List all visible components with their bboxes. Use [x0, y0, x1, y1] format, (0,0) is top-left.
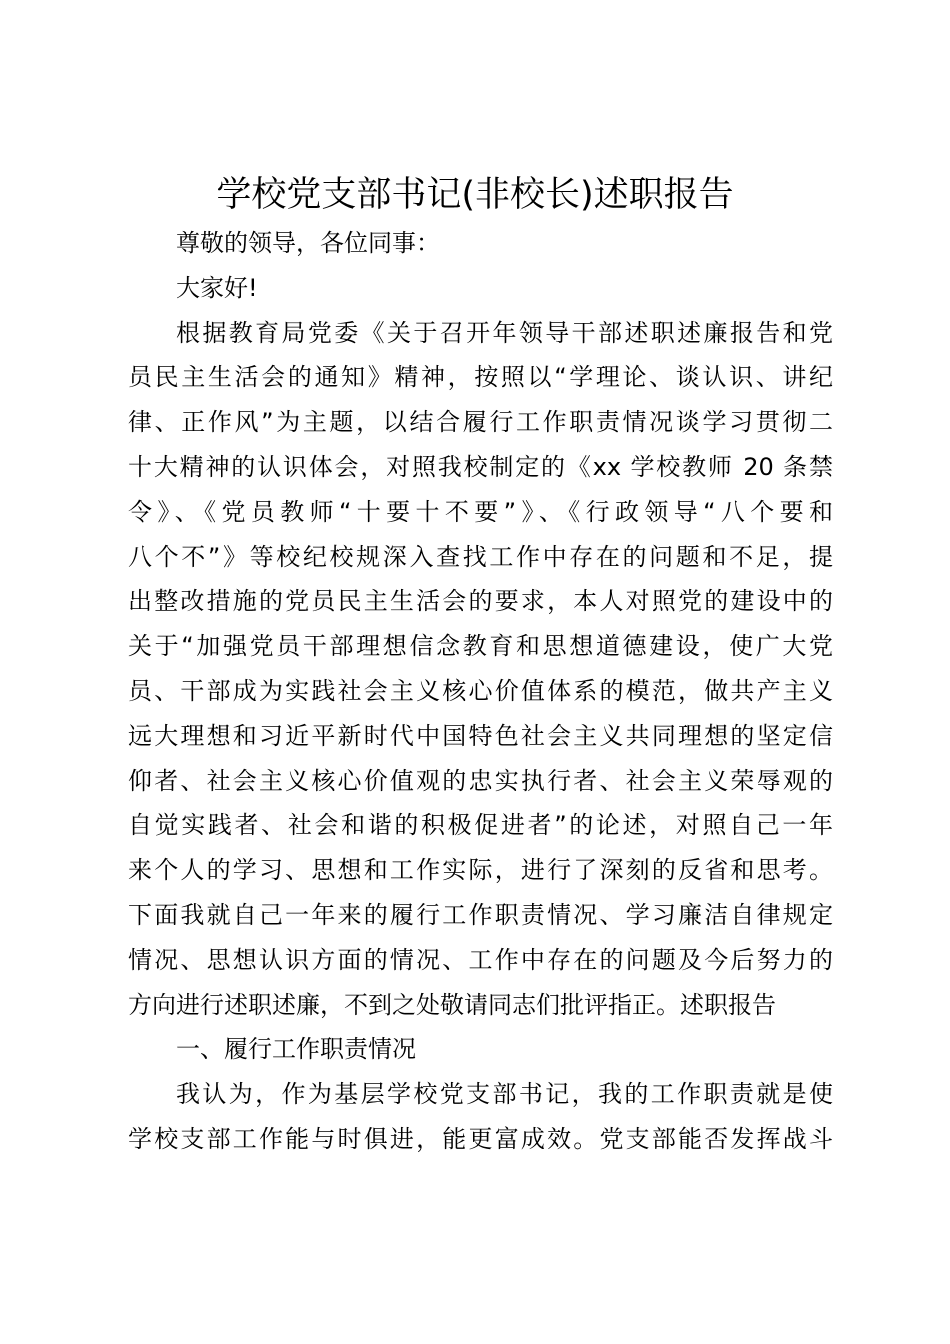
hello-line: 大家好!	[176, 273, 258, 302]
paragraph-1	[128, 311, 833, 1028]
paragraph-line: 下面我就自己一年来的履行工作职责情况、学习廉洁自律规定	[128, 900, 833, 929]
paragraph-line: 来个人的学习、思想和工作实际，进行了深刻的反省和思考。	[128, 856, 833, 885]
paragraph-line: 出整改措施的党员民主生活会的要求，本人对照党的建设中的	[128, 587, 833, 616]
paragraph-line: 远大理想和习近平新时代中国特色社会主义共同理想的坚定信	[128, 721, 833, 750]
paragraph-line: 员、干部成为实践社会主义核心价值体系的模范，做共产主义	[128, 676, 833, 705]
paragraph-2	[128, 1072, 833, 1162]
paragraph-line: 八个不”》等校纪校规深入查找工作中存在的问题和不足，提	[128, 542, 833, 571]
paragraph-line: 令》、《党员教师“十要十不要”》、《行政领导“八个要和	[128, 497, 833, 526]
paragraph-line: 自觉实践者、社会和谐的积极促进者”的论述，对照自己一年	[128, 811, 833, 840]
document-body	[128, 221, 833, 1162]
paragraph-line: 关于“加强党员干部理想信念教育和思想道德建设，使广大党	[128, 632, 833, 661]
document-title: 学校党支部书记(非校长)述职报告	[216, 175, 734, 215]
paragraph-line: 十大精神的认识体会，对照我校制定的《xx 学校教师 20 条禁	[128, 452, 833, 481]
paragraph-line: 律、正作风”为主题，以结合履行工作职责情况谈学习贯彻二	[128, 408, 833, 437]
greeting-line: 尊敬的领导，各位同事：	[176, 229, 440, 257]
paragraph-line: 我认为，作为基层学校党支部书记，我的工作职责就是使	[176, 1080, 833, 1109]
paragraph-line: 情况、思想认识方面的情况、工作中存在的问题及今后努力的	[128, 945, 833, 974]
paragraph-line: 方向进行述职述廉，不到之处敬请同志们批评指正。述职报告	[128, 990, 776, 1019]
paragraph-line: 员民主生活会的通知》精神，按照以“学理论、谈认识、讲纪	[128, 363, 833, 392]
section-heading: 一、履行工作职责情况	[176, 1035, 416, 1064]
paragraph-line: 学校支部工作能与时俱进，能更富成效。党支部能否发挥战斗	[128, 1124, 833, 1153]
paragraph-line: 根据教育局党委《关于召开年领导干部述职述廉报告和党	[176, 318, 833, 347]
paragraph-line: 仰者、社会主义核心价值观的忠实执行者、社会主义荣辱观的	[128, 766, 833, 795]
